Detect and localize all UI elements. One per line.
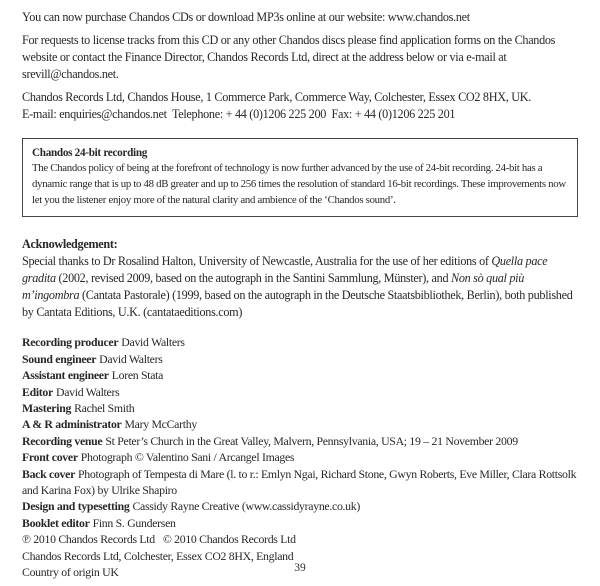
acknowledgement-section — [22, 236, 578, 321]
credit-value: Photograph of Tempesta di Mare (l. to r.: Emlyn Ngai, Richard Stone, Gwyn Roberts, Eve Miller, Clara Rottsolk and Karina Fox) by Ulrike Shapiro — [22, 466, 577, 498]
ack-text-part3: (Cantata Pastorale) (1999, based on the autograph in the Deutsche Staatsbibliothek, Berlin), both published by Cantata Editions, U.K. (cantataeditions.com) — [22, 288, 573, 320]
credit-value: David Walters — [121, 335, 185, 350]
contact-line: E-mail: enquiries@chandos.net Telephone: + 44 (0)1206 225 200 Fax: + 44 (0)1206 225 201 — [22, 107, 456, 121]
credit-assistant-engineer — [22, 367, 578, 383]
company-address-line: Chandos Records Ltd, Colchester, Essex CO2 8HX, England — [22, 548, 294, 563]
ack-italic-title1: Quella pace gradita — [22, 254, 548, 286]
credit-value: Mary McCarthy — [124, 417, 197, 432]
credit-label: Recording venue — [22, 433, 103, 448]
acknowledgement-heading: Acknowledgement: — [22, 237, 118, 252]
ack-text-part2: (2002, revised 2009, based on the autograph in the Santini Sammlung, Münster), and — [55, 271, 451, 286]
ack-text-part1: Special thanks to Dr Rosalind Halton, University of Newcastle, Australia for the use of her editions of — [22, 254, 492, 269]
phonogram-copyright-line: ℗ 2010 Chandos Records Ltd © 2010 Chandos Records Ltd — [22, 532, 296, 547]
credit-label: Editor — [22, 384, 53, 399]
credits-list — [22, 334, 578, 531]
credit-value: Rachel Smith — [74, 401, 135, 416]
credit-ar-administrator — [22, 416, 578, 432]
credit-recording-venue — [22, 433, 578, 449]
credit-label: Back cover — [22, 466, 76, 481]
acknowledgement-text — [22, 253, 578, 321]
credit-label: Recording producer — [22, 335, 119, 350]
infobox-title: Chandos 24-bit recording — [32, 147, 148, 159]
credit-mastering — [22, 400, 578, 416]
credit-back-cover — [22, 466, 578, 499]
credit-label: Booklet editor — [22, 515, 90, 530]
chandos-24bit-infobox — [22, 138, 578, 217]
infobox-body: The Chandos policy of being at the forefront of technology is now further advanced by the use of 24-bit recording. 24-bit has a dynamic range that is up to 48 dB greater and up to 256 times the resolution of standard 16-bit recordings. These improvements now let you the listener enjoy more of the natural clarity and ambience of the ‘Chandos sound’. — [32, 162, 566, 206]
credit-booklet-editor — [22, 515, 578, 531]
page-number: 39 — [294, 562, 306, 574]
credit-label: A & R administrator — [22, 417, 122, 432]
credit-value: David Walters — [55, 384, 120, 399]
credit-value: David Walters — [99, 351, 163, 366]
credit-design-typesetting — [22, 498, 578, 514]
credit-value: Photograph © Valentino Sani / Arcangel Images — [80, 450, 295, 465]
credit-value: St Peter’s Church in the Great Valley, Malvern, Pennsylvania, USA; 19 – 21 November 2009 — [105, 433, 518, 448]
credit-value: Cassidy Rayne Creative (www.cassidyrayne.co.uk) — [132, 499, 361, 514]
credit-label: Front cover — [22, 450, 78, 465]
license-info-paragraph: For requests to license tracks from this CD or any other Chandos discs please find application forms on the Chandos website or contact the Finance Director, Chandos Records Ltd, direct at the address below or via e-mail at srevill@chandos.net. — [22, 33, 556, 81]
ack-italic-title2: Non sò qual più m’ingombra — [22, 271, 525, 303]
credit-recording-producer — [22, 334, 578, 350]
address-line: Chandos Records Ltd, Chandos House, 1 Commerce Park, Commerce Way, Colchester, Essex CO2 8HX, UK. — [22, 90, 531, 104]
credit-label: Sound engineer — [22, 351, 97, 366]
credit-label: Design and typesetting — [22, 499, 130, 514]
contact-info-paragraph — [22, 89, 578, 123]
credit-front-cover — [22, 449, 578, 465]
credit-sound-engineer — [22, 351, 578, 367]
credit-label: Mastering — [22, 401, 72, 416]
purchase-info-paragraph: You can now purchase Chandos CDs or download MP3s online at our website: www.chandos.net — [22, 10, 470, 24]
credit-value: Loren Stata — [111, 368, 164, 383]
credit-editor — [22, 384, 578, 400]
credit-value: Finn S. Gundersen — [92, 515, 176, 530]
credit-label: Assistant engineer — [22, 368, 109, 383]
country-of-origin-line: Country of origin UK — [22, 565, 119, 580]
